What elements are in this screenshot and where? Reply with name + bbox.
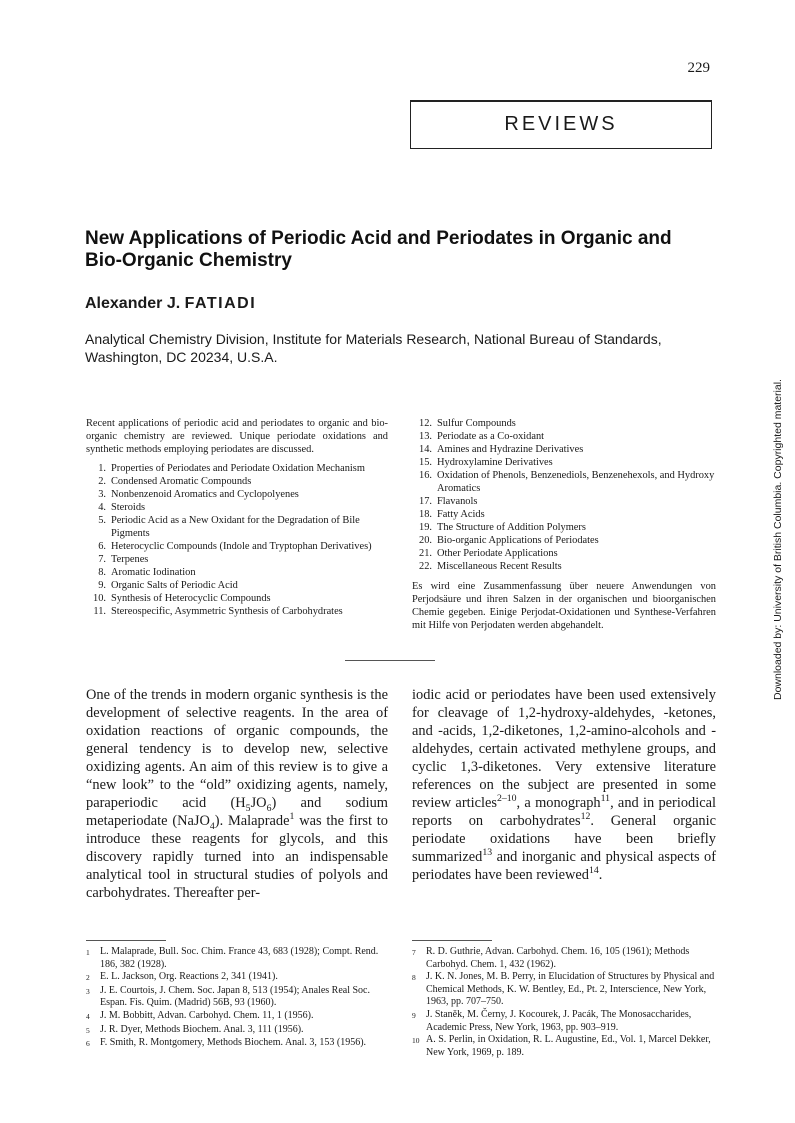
contents-item [412, 547, 716, 560]
contents-item [86, 462, 388, 475]
body-text: , and in periodical reports on carbohydrates [412, 795, 716, 829]
contents-item-number: 9. [98, 580, 106, 591]
footnote-text: F. Smith, R. Montgomery, Methods Biochem. Anal. 3, 153 (1956). [100, 1037, 367, 1049]
affiliation: Analytical Chemistry Division, Institute for Materials Research, National Bureau of Standards, Washington, DC 20234, U.S.A. [85, 331, 662, 365]
contents-item-number: 2. [98, 476, 106, 487]
footnote-text: J. M. Bobbitt, Advan. Carbohyd. Chem. 11, 1 (1956). [100, 1009, 314, 1021]
contents-item [412, 430, 716, 443]
contents-item-number: 4. [98, 502, 106, 513]
contents-item-text: Hydroxylamine Derivatives [437, 457, 553, 468]
contents-item [86, 475, 388, 488]
contents-item-number: 6. [98, 541, 106, 552]
contents-item-text: Properties of Periodates and Periodate Oxidation Mechanism [111, 463, 365, 474]
body-text: iodic acid or periodates have been used extensively for cleavage of 1,2-hydroxy-aldehydes, -ketones, and -acids, 1,2-diketones, 1,2-amino-alcohols and -aldehydes, certain activated methylene groups, and cyclic 1,3-diketones. Very extensive literature references on the subject are presented in some review articles [412, 687, 716, 811]
citation-ref: 11 [600, 793, 611, 805]
citation-ref: 1 [289, 811, 295, 823]
footnote-text: R. D. Guthrie, Advan. Carbohyd. Chem. 16, 105 (1961); Methods Carbohyd. Chem. 1, 432 (1962). [426, 946, 690, 970]
contents-item-text: Nonbenzenoid Aromatics and Cyclopolyenes [111, 489, 299, 500]
citation-ref: 13 [482, 847, 493, 859]
footnote-number: 2 [86, 973, 90, 983]
contents-item [86, 553, 388, 566]
contents-item [86, 488, 388, 501]
footnote-number: 4 [86, 1011, 90, 1021]
contents-item [412, 443, 716, 456]
footnote-rule [86, 940, 166, 941]
footnote-text: J. E. Courtois, J. Chem. Soc. Japan 8, 513 (1954); Anales Real Soc. Espan. Fis. Quim. (Madrid) 56B, 93 (1960). [100, 984, 370, 1009]
footnotes-right [412, 946, 718, 1059]
abstract-separator [345, 660, 435, 661]
footnote-text: J. Staněk, M. Černy, J. Kocourek, J. Pacák, The Monosaccharides, Academic Press, New York, 1963, pp. 903–919. [426, 1008, 692, 1033]
footnote-number: 7 [412, 948, 416, 957]
contents-item [412, 560, 716, 573]
contents-item [86, 540, 388, 553]
body-text: , a monograph [516, 795, 601, 811]
contents-item-number: 8. [98, 567, 106, 578]
contents-item-text: Terpenes [111, 554, 149, 565]
footnote-number: 8 [412, 973, 416, 983]
body-text: ). Malaprade [214, 813, 290, 829]
footnote [86, 1010, 386, 1024]
section-label: REVIEWS [504, 113, 618, 135]
body-text: JO [250, 795, 267, 811]
author-surname: FATIADI [184, 295, 257, 312]
abstract-left-column [86, 417, 388, 618]
subscript: 5 [245, 802, 251, 814]
footnote-number: 9 [412, 1010, 416, 1020]
contents-item-number: 7. [98, 554, 106, 565]
footnote [412, 1034, 718, 1059]
contents-item-text: Oxidation of Phenols, Benzenediols, Benzenehexols, and Hydroxy Aromatics [437, 470, 715, 494]
footnote [86, 1037, 386, 1051]
footnote-list-left [86, 946, 386, 1051]
contents-item-number: 5. [98, 515, 106, 526]
footnote [412, 946, 718, 971]
contents-item-text: Amines and Hydrazine Derivatives [437, 444, 584, 455]
contents-item-number: 15. [419, 457, 432, 468]
citation-ref: 14 [589, 865, 599, 877]
contents-item [86, 592, 388, 605]
contents-item-number: 11. [93, 606, 106, 617]
contents-list-right [412, 417, 716, 573]
contents-item [412, 534, 716, 547]
contents-item [412, 469, 716, 495]
body-column-left [86, 686, 388, 902]
contents-item [412, 521, 716, 534]
contents-item-number: 21. [419, 548, 432, 559]
footnote [86, 985, 386, 1010]
footnote-list-right [412, 946, 718, 1059]
contents-item-number: 13. [419, 431, 432, 442]
contents-item [412, 456, 716, 469]
contents-item-number: 18. [419, 509, 432, 520]
footnotes-left [86, 946, 386, 1051]
footnote [86, 1024, 386, 1038]
footnote-number: 1 [86, 948, 90, 957]
contents-item-number: 12. [419, 418, 432, 429]
contents-item-number: 20. [419, 535, 432, 546]
subscript: 6 [266, 802, 272, 814]
footnote-text: L. Malaprade, Bull. Soc. Chim. France 43, 683 (1928); Compt. Rend. 186, 382 (1928). [100, 946, 379, 970]
contents-item-text: Stereospecific, Asymmetric Synthesis of Carbohydrates [111, 606, 343, 617]
download-watermark-text: Downloaded by: University of British Columbia. Copyrighted material. [772, 379, 784, 700]
contents-item-text: Heterocyclic Compounds (Indole and Tryptophan Derivatives) [111, 541, 372, 552]
contents-item-text: Aromatic Iodination [111, 567, 196, 578]
contents-item [86, 501, 388, 514]
contents-item-text: Organic Salts of Periodic Acid [111, 580, 238, 591]
contents-item-text: Other Periodate Applications [437, 548, 558, 559]
contents-item-text: Periodate as a Co-oxidant [437, 431, 545, 442]
abstract-right-column [412, 417, 716, 632]
contents-item [412, 495, 716, 508]
author-given-name: Alexander J. [85, 295, 181, 312]
contents-item-number: 19. [419, 522, 432, 533]
footnote [86, 946, 386, 971]
contents-item [412, 508, 716, 521]
footnote [412, 971, 718, 1009]
contents-item-text: Fatty Acids [437, 509, 485, 520]
body-text: . [598, 867, 603, 883]
body-text: ) and sodium metaperiodate (NaJO [86, 795, 388, 829]
contents-item [86, 605, 388, 618]
contents-item [86, 566, 388, 579]
contents-list-left [86, 462, 388, 618]
contents-item-text: Bio-organic Applications of Periodates [437, 535, 599, 546]
contents-item-number: 14. [419, 444, 432, 455]
body-text: and inorganic and physical aspects of periodates have been reviewed [412, 849, 716, 883]
body-column-right [412, 686, 716, 884]
body-text: One of the trends in modern organic synthesis is the development of selective reagents. In the area of oxidation reactions of organic compounds, the general tendency is to develop new, selective oxidizing agents. An aim of this review is to give a “new look” to the “old” oxidizing agents, namely, paraperiodic acid (H [86, 687, 388, 811]
abstract-summary: Recent applications of periodic acid and periodates to organic and bio-organic chemistry are reviewed. Unique periodate oxidations and synthetic methods employing periodates are discussed. [86, 418, 388, 455]
contents-item [86, 579, 388, 592]
contents-item-number: 1. [98, 463, 106, 474]
footnote-text: A. S. Perlin, in Oxidation, R. L. Augustine, Ed., Vol. 1, Marcel Dekker, New York, 1969, p. 189. [426, 1034, 711, 1058]
contents-item [412, 417, 716, 430]
page-number: 229 [687, 60, 710, 76]
footnote-number: 5 [86, 1025, 90, 1035]
contents-item-text: Periodic Acid as a New Oxidant for the Degradation of Bile Pigments [111, 515, 360, 539]
article-title: New Applications of Periodic Acid and Periodates in Organic and Bio-Organic Chemistry [85, 228, 672, 271]
author [85, 295, 256, 313]
footnote-rule [412, 940, 492, 941]
contents-item-text: Synthesis of Heterocyclic Compounds [111, 593, 271, 604]
subscript: 4 [209, 820, 215, 832]
contents-item-text: Flavanols [437, 496, 478, 507]
footnote-number: 10 [412, 1036, 420, 1046]
section-header-box [410, 100, 712, 149]
contents-item-number: 16. [419, 470, 432, 481]
footnote-number: 6 [86, 1039, 90, 1049]
download-watermark [772, 379, 792, 700]
contents-item [86, 514, 388, 540]
body-text: . General organic periodate oxidations have been briefly summarized [412, 813, 716, 865]
footnote [412, 1009, 718, 1034]
footnote-text: J. K. N. Jones, M. B. Perry, in Elucidation of Structures by Physical and Chemical Methods, K. W. Bentley, Ed., Pt. 2, Interscience, New York, 1963, pp. 707–750. [426, 971, 715, 1008]
body-text: was the first to introduce these reagents for glycols, and this discovery rapidly turned into an indispensable analytical tool in structural studies of polyols and carbohydrates. Thereafter per- [86, 813, 388, 901]
citation-ref: 12 [580, 811, 591, 823]
contents-item-text: Sulfur Compounds [437, 418, 516, 429]
abstract-german: Es wird eine Zusammenfassung über neuere Anwendungen von Perjodsäure und ihren Salzen in der organischen und bioorganischen Chemie gegeben. Einige Perjodat-Oxidationen und Synthese-Verfahren mit Hilfe von Perjodaten werden abgehandelt. [412, 581, 716, 631]
contents-item-text: The Structure of Addition Polymers [437, 522, 586, 533]
contents-item-number: 17. [419, 496, 432, 507]
contents-item-text: Steroids [111, 502, 146, 513]
footnote-text: J. R. Dyer, Methods Biochem. Anal. 3, 111 (1956). [100, 1023, 304, 1035]
citation-ref: 2–10 [496, 793, 517, 805]
footnote [86, 971, 386, 985]
footnote-text: E. L. Jackson, Org. Reactions 2, 341 (1941). [100, 971, 278, 983]
contents-item-text: Miscellaneous Recent Results [437, 561, 562, 572]
contents-item-number: 22. [419, 561, 432, 572]
contents-item-text: Condensed Aromatic Compounds [111, 476, 252, 487]
contents-item-number: 10. [93, 593, 106, 604]
footnote-number: 3 [86, 986, 90, 996]
contents-item-number: 3. [98, 489, 106, 500]
